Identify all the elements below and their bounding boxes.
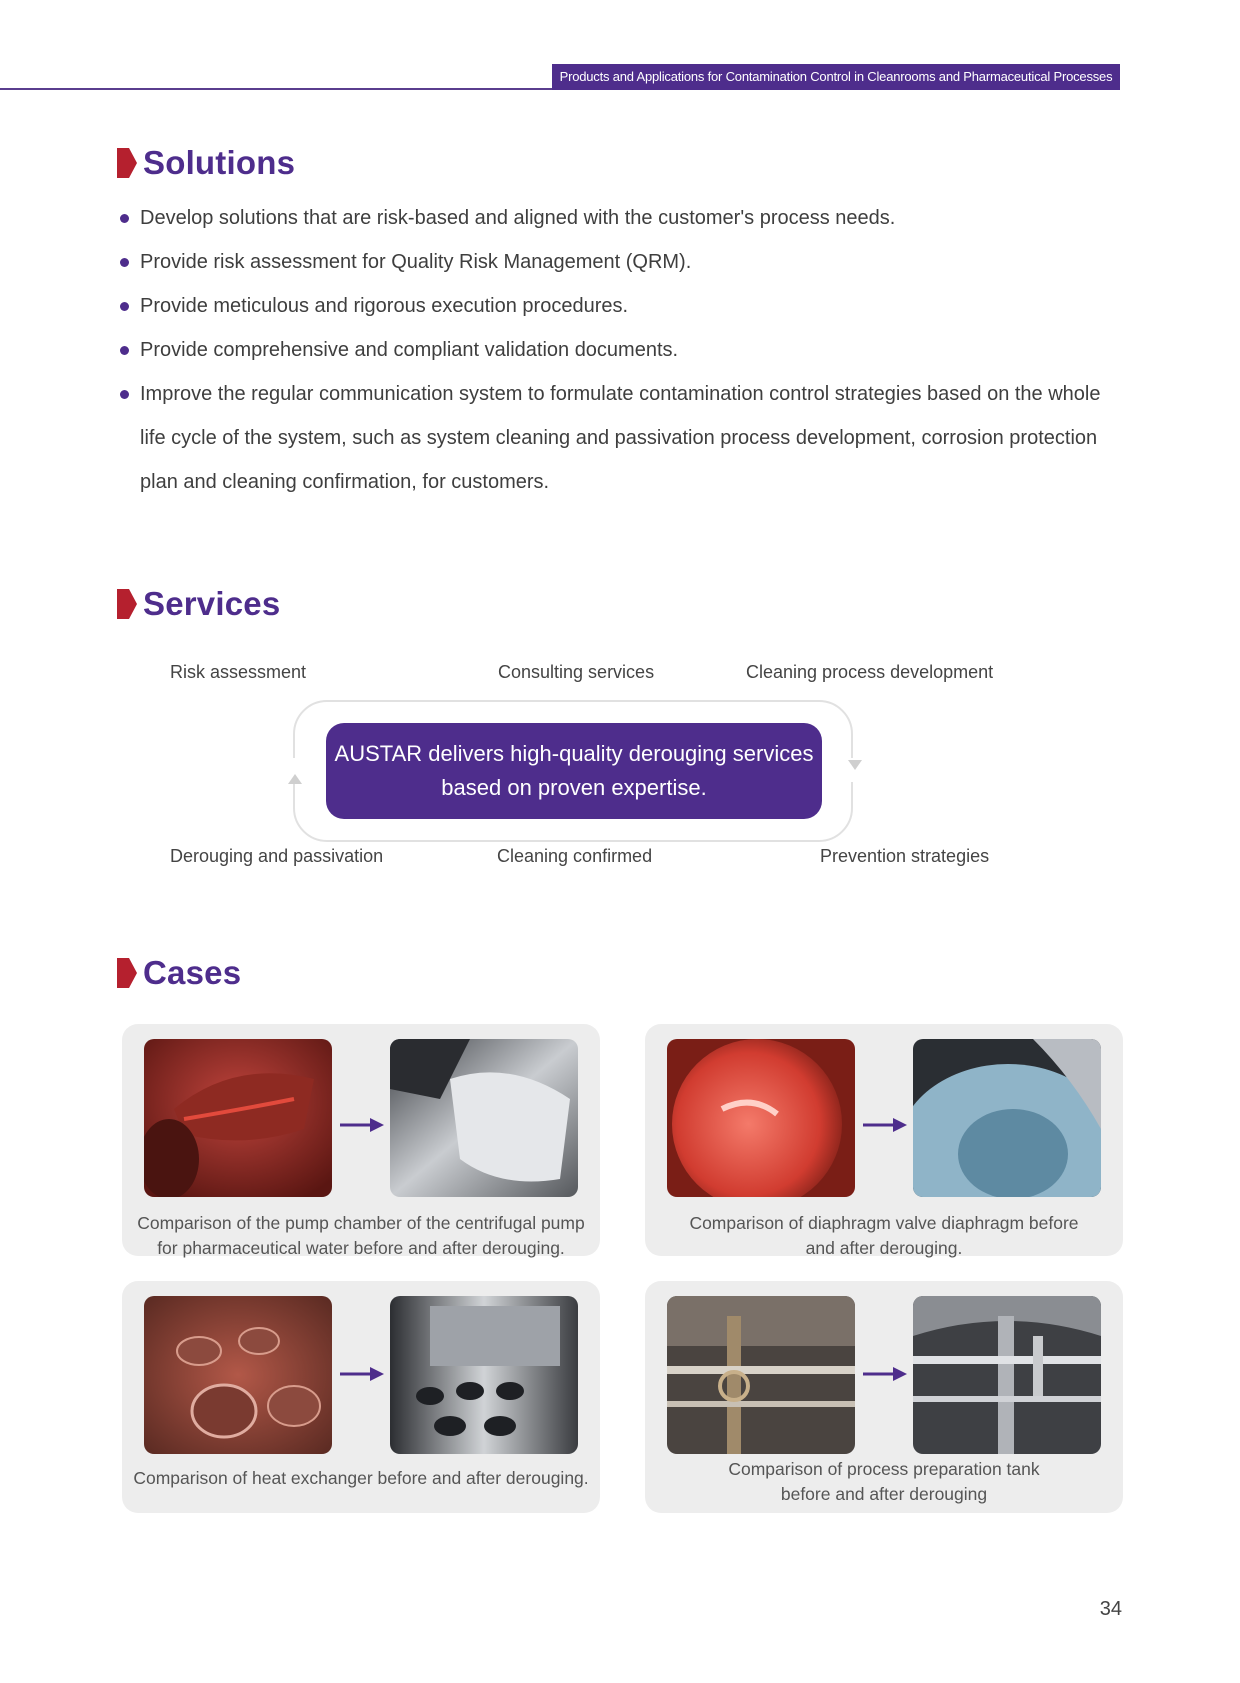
section-marker-icon: [117, 958, 137, 988]
before-photo-diaphragm: [667, 1039, 855, 1197]
cycle-arrow-up-icon: [288, 774, 302, 784]
page-number: 34: [1099, 1598, 1122, 1620]
service-cleaning-development: Cleaning process development: [746, 662, 994, 682]
header-tag: Products and Applications for Contamination Control in Cleanrooms and Pharmaceutical Processes: [552, 64, 1120, 90]
solutions-item-text: Develop solutions that are risk-based and aligned with the customer's process needs.: [140, 207, 896, 229]
after-photo-heat-exchanger: [390, 1296, 578, 1454]
solutions-item-text: Provide risk assessment for Quality Risk Management (QRM).: [140, 251, 692, 273]
solutions-item-text: Improve the regular communication system to formulate contamination control strategies based on the whole life cycle of the system, such as system cleaning and passivation process development, corrosion protection plan and cleaning confirmation, for customers.: [140, 383, 1101, 493]
center-line-1: AUSTAR delivers high-quality derouging services: [334, 741, 814, 766]
caption-line-1: Comparison of heat exchanger before and after derouging.: [133, 1468, 589, 1488]
section-marker-icon: [117, 148, 137, 178]
solutions-item: [118, 240, 1118, 284]
arrow-right-icon: [340, 1366, 384, 1382]
solutions-item: [118, 196, 1118, 240]
solutions-item: [118, 284, 1118, 328]
before-photo-tank: [667, 1296, 855, 1454]
solutions-item-text: Provide meticulous and rigorous execution procedures.: [140, 295, 629, 317]
services-heading: [117, 585, 280, 623]
case-caption: [132, 1466, 590, 1491]
cases-title: Cases: [143, 954, 242, 991]
cases-heading: [117, 954, 241, 992]
solutions-item-text: Provide comprehensive and compliant validation documents.: [140, 339, 679, 361]
arrow-right-icon: [340, 1117, 384, 1133]
solutions-list: [118, 196, 1118, 504]
case-caption: [132, 1211, 590, 1261]
case-card-diaphragm: [645, 1024, 1123, 1256]
service-consulting: Consulting services: [498, 662, 655, 682]
service-risk-assessment: Risk assessment: [170, 662, 307, 682]
bullet-icon: [120, 390, 129, 399]
services-title: Services: [143, 585, 281, 622]
cycle-arrow-down-icon: [848, 760, 862, 770]
solutions-item: [118, 328, 1118, 372]
bullet-icon: [120, 346, 129, 355]
caption-line-2: and after derouging.: [805, 1238, 963, 1258]
case-caption: [655, 1457, 1113, 1507]
arrow-right-icon: [863, 1117, 907, 1133]
solutions-item: [118, 372, 1118, 504]
solutions-heading: [117, 144, 295, 182]
caption-line-1: Comparison of the pump chamber of the centrifugal pump: [137, 1213, 585, 1233]
section-marker-icon: [117, 589, 137, 619]
arrow-right-icon: [863, 1366, 907, 1382]
case-card-pump: [122, 1024, 600, 1256]
service-prevention: Prevention strategies: [820, 846, 990, 866]
after-photo-diaphragm: [913, 1039, 1101, 1197]
case-caption: [655, 1211, 1113, 1261]
caption-line-1: Comparison of process preparation tank: [728, 1459, 1040, 1479]
bullet-icon: [120, 302, 129, 311]
services-center-box: [326, 723, 822, 819]
caption-line-2: before and after derouging: [780, 1484, 988, 1504]
before-photo-pump: [144, 1039, 332, 1197]
service-cleaning-confirmed: Cleaning confirmed: [497, 846, 653, 866]
bullet-icon: [120, 258, 129, 267]
case-card-heat-exchanger: [122, 1281, 600, 1513]
after-photo-pump: [390, 1039, 578, 1197]
caption-line-1: Comparison of diaphragm valve diaphragm before: [689, 1213, 1079, 1233]
caption-line-2: for pharmaceutical water before and after derouging.: [157, 1238, 565, 1258]
bullet-icon: [120, 214, 129, 223]
service-derouging-passivation: Derouging and passivation: [170, 846, 384, 866]
solutions-title: Solutions: [143, 144, 296, 181]
after-photo-tank: [913, 1296, 1101, 1454]
before-photo-heat-exchanger: [144, 1296, 332, 1454]
case-card-preparation-tank: [645, 1281, 1123, 1513]
center-line-2: based on proven expertise.: [441, 775, 707, 800]
